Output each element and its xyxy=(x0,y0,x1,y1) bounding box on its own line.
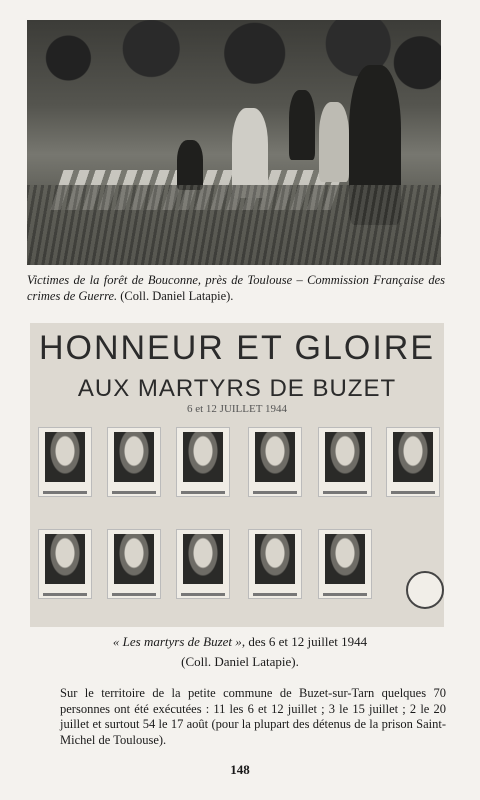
caption1-credit: (Coll. Daniel Latapie). xyxy=(120,289,234,303)
photo2-caption xyxy=(0,632,480,672)
figure xyxy=(289,90,315,160)
ground xyxy=(27,185,441,265)
poster-subtitle: AUX MARTYRS DE BUZET xyxy=(77,375,397,402)
portrait xyxy=(38,529,92,599)
body-paragraph: Sur le territoire de la petite commune de Buzet-sur-Tarn quelques 70 personnes ont été exécutées : 11 les 6 et 12 juillet ; 3 le 15 juillet ; 2 le 20 juillet et surtout 54 le 17 août (pour la plupart des détenus de la prison Saint-Michel de Toulouse). xyxy=(60,686,446,747)
poster-date: 6 et 12 JUILLET 1944 xyxy=(186,403,287,415)
page-number: 148 xyxy=(230,762,250,777)
photo1-caption xyxy=(27,272,445,304)
martyrs-poster-photo xyxy=(30,323,444,627)
figure xyxy=(319,102,349,182)
caption2-credit: (Coll. Daniel Latapie). xyxy=(181,654,299,669)
poster-title: HONNEUR ET GLOIRE xyxy=(38,329,436,367)
portrait xyxy=(107,529,161,599)
forest-photo xyxy=(27,20,441,265)
figure xyxy=(177,140,203,190)
caption2-rest: , des 6 et 12 juillet 1944 xyxy=(241,634,368,649)
portrait xyxy=(318,427,372,497)
emblem-badge xyxy=(406,571,444,609)
caption1-italic: Victimes de la forêt de Bouconne, près de Toulouse – Commission Française des crimes de Guerre. xyxy=(27,273,445,303)
caption2-italic: « Les martyrs de Buzet » xyxy=(112,634,242,649)
portrait xyxy=(386,427,440,497)
portrait xyxy=(248,529,302,599)
portrait xyxy=(107,427,161,497)
portrait xyxy=(176,427,230,497)
portrait xyxy=(38,427,92,497)
portrait xyxy=(176,529,230,599)
portrait xyxy=(248,427,302,497)
portrait xyxy=(318,529,372,599)
